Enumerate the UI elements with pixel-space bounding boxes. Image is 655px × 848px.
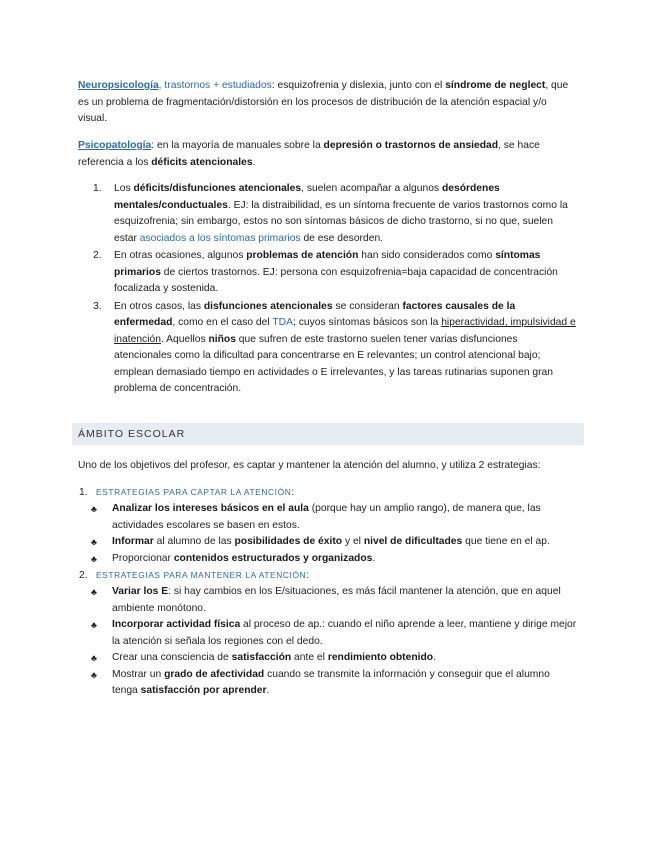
text: Los (114, 183, 134, 194)
club-bullet-icon: ♣ (91, 504, 97, 514)
text: . (266, 685, 270, 696)
bold-text: déficits atencionales (151, 156, 253, 168)
text: ; cuyos síntomas básicos son la (292, 317, 442, 328)
bold-text: Incorporar actividad física (112, 619, 241, 630)
bullet-item (78, 667, 578, 700)
list-number: 3. (93, 300, 102, 312)
bold-text: contenidos estructurados y organizados (173, 552, 373, 564)
bullet-item (78, 534, 578, 551)
bold-text: depresión o trastornos de ansiedad (323, 140, 499, 151)
club-bullet-icon: ♣ (91, 620, 97, 630)
bold-text: síndrome de neglect (445, 80, 546, 91)
subject-label: trastornos + estudiados (164, 80, 272, 91)
colon: : (306, 570, 310, 581)
club-bullet-icon: ♣ (91, 537, 97, 547)
term-neuropsicologia: Neuropsicología (78, 80, 159, 91)
text: , como en el caso del (172, 317, 273, 328)
bold-text: Informar (112, 536, 154, 547)
text: , suelen acompañar a algunos (301, 183, 442, 194)
strategy-heading (78, 567, 578, 584)
highlight-text: asociados a los síntomas primarios (139, 232, 301, 244)
bullet-item (78, 650, 578, 667)
list-number: 2. (79, 570, 88, 581)
text: que sufren de este trastorno suelen tener varias disfunciones atencionales como la dificultad para concentrarse en E relevantes; un control atencional bajo; emplean demasiado tiempo en actividades o E irrelevantes, y las tareas rutinarias suponen gran problema de concentración. (114, 333, 554, 394)
bold-text: satisfacción por aprender (140, 685, 267, 696)
bold-text: Analizar los intereses básicos en el aula (112, 503, 309, 514)
list-number: 1. (79, 487, 88, 498)
text: . (433, 652, 436, 663)
paragraph-psicopatologia (78, 138, 578, 171)
text: . (372, 552, 376, 564)
bold-text: problemas de atención (246, 250, 359, 261)
bold-text: grado de afectividad (164, 668, 265, 680)
text: y el (342, 536, 364, 547)
text: que tiene en el ap. (462, 536, 550, 547)
text: , que es un problema de fragmentación/distorsión en los procesos de distribución de la atención espacial y/o visual. (78, 80, 569, 124)
list-item (78, 248, 578, 298)
text: se consideran (332, 300, 403, 312)
section-heading-ambito-escolar: ÁMBITO ESCOLAR (72, 423, 584, 445)
text: cuando se transmite la información y conseguir que el alumno tenga (112, 668, 550, 696)
text: de ciertos trastornos. EJ: persona con esquizofrenia=baja capacidad de concentración focalizada y sostenida. (114, 266, 558, 294)
text: Proporcionar (112, 552, 174, 564)
bold-text: factores causales de la enfermedad (114, 300, 516, 328)
strategies-list (78, 484, 578, 700)
list-item (78, 181, 578, 247)
text: . (252, 156, 256, 168)
strategy-heading (78, 484, 578, 501)
colon: : (291, 487, 295, 498)
club-bullet-icon: ♣ (91, 587, 97, 597)
strategy-title: ESTRATEGIAS PARA CAPTAR LA ATENCIÓN (96, 487, 292, 497)
bold-text: nivel de dificultades (363, 536, 463, 547)
highlight-text: TDA (272, 317, 293, 328)
bold-text: satisfacción (231, 652, 292, 663)
bold-text: desórdenes mentales/conductuales (114, 183, 500, 211)
text: al alumno de las (153, 536, 235, 547)
list-item (78, 299, 578, 398)
text: Crear una consciencia de (112, 652, 232, 663)
bullet-list (78, 501, 578, 567)
bullet-item (78, 551, 578, 568)
bullet-list (78, 584, 578, 700)
text: . EJ: la distraibilidad, es un síntoma frecuente de varios trastornos como la esquizofrenia; sin embargo, estos no son síntomas básicos de dicho trastorno, si no que, suelen estar (114, 199, 568, 244)
list-number: 1. (93, 183, 102, 194)
bold-text: rendimiento obtenido (327, 652, 434, 663)
text: En otros casos, las (114, 300, 204, 312)
club-bullet-icon: ♣ (91, 553, 97, 564)
club-bullet-icon: ♣ (91, 669, 97, 680)
numbered-list (78, 181, 578, 399)
bold-text: posibilidades de éxito (234, 536, 343, 547)
bullet-item (78, 617, 578, 650)
strategy-title: ESTRATEGIAS PARA MANTENER LA ATENCIÓN (96, 570, 307, 580)
bullet-item (78, 584, 578, 617)
bullet-item (78, 501, 578, 534)
text: . Aquellos (160, 333, 209, 345)
text: : en la mayoría de manuales sobre la (151, 140, 324, 151)
bold-text: déficits/disfunciones atencionales (133, 183, 302, 194)
text: En otras ocasiones, algunos (114, 250, 247, 261)
bold-text: síntomas primarios (114, 250, 541, 278)
text: Mostrar un (112, 668, 165, 680)
text: , se hace referencia a los (78, 140, 540, 168)
bold-text: disfunciones atencionales (203, 300, 333, 312)
text: de ese desorden. (300, 232, 384, 244)
text: : si hay cambios en los E/situaciones, es más fácil mantener la atención, que en aquel ambiente monótono. (112, 586, 561, 614)
text: han sido considerados como (358, 250, 496, 261)
list-number: 2. (93, 250, 102, 261)
text: al proceso de ap.: cuando el niño aprende a leer, mantiene y dirige mejor la atención si señala los regiones con el dedo. (112, 619, 577, 647)
club-bullet-icon: ♣ (91, 653, 97, 663)
text: ante el (291, 652, 328, 663)
underlined-text: hiperactividad, impulsividad e inatención (114, 317, 576, 345)
paragraph-neuropsicologia (78, 78, 578, 128)
bold-text: niños (208, 333, 236, 345)
comma: , (158, 80, 162, 91)
bold-text: Variar los E (112, 586, 169, 597)
text: : esquizofrenia y dislexia, junto con el (271, 80, 446, 91)
term-psicopatologia: Psicopatología (78, 140, 152, 151)
section-intro: Uno de los objetivos del profesor, es captar y mantener la atención del alumno, y utiliza 2 estrategias: (78, 460, 541, 471)
text: (porque hay un amplio rango), de manera que, las actividades escolares se basen en estos. (112, 503, 541, 531)
